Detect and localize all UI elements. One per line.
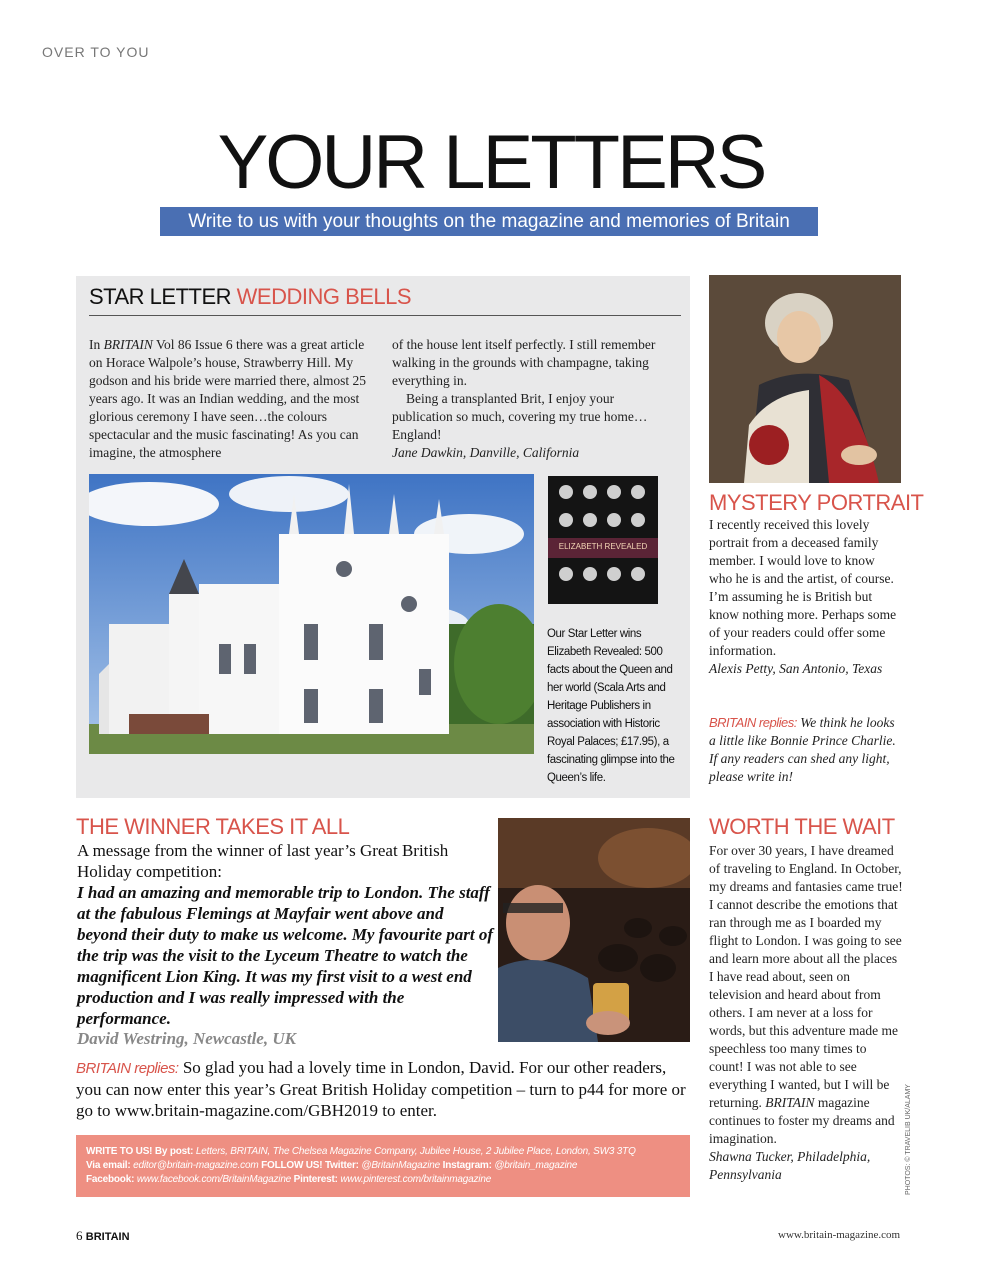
star-letter-column-1: In BRITAIN Vol 86 Issue 6 there was a great article on Horace Walpole’s house, Strawberry Hill. My godson and his bride were married there, almost 25 years ago. It was an Indian wedding, and the most glorious ceremony I have seen…the colours spectacular and the music fascinating! As you can imagine, the atmosphere: [89, 337, 367, 460]
winner-theatre-photo: [498, 818, 690, 1042]
facebook-link[interactable]: www.facebook.com/BritainMagazine: [136, 1174, 292, 1185]
heading-divider: [89, 315, 681, 316]
postal-address: Letters, BRITAIN, The Chelsea Magazine Company, Jubilee House, 2 Jubilee Place, London, SW3 3TQ: [195, 1146, 636, 1157]
winner-reply: BRITAIN replies: So glad you had a lovely time in London, David. For our other readers, you can now enter this year’s Great British Holiday competition – turn to p44 for more or go to www.britain-magazine.com/GBH2019 to enter.: [76, 1058, 686, 1120]
winner-intro: A message from the winner of last year’s Great British Holiday competition:: [77, 841, 449, 881]
worth-the-wait-heading: WORTH THE WAIT: [709, 814, 895, 839]
mystery-portrait-heading: MYSTERY PORTRAIT: [709, 490, 924, 515]
star-letter-title: WEDDING BELLS: [236, 284, 412, 309]
book-title: ELIZABETH REVEALED: [558, 542, 648, 551]
portrait-painting: [709, 275, 901, 483]
worth-the-wait-body: For over 30 years, I have dreamed of traveling to England. In October, my dreams and fantasies came true! I cannot describe the emotions that ran through me as I boarded my flight to London. I was going to see and learn more about all the places I have read about, seen on television and heard about from others. I am never at a loss for words, but this adventure made me speechless too many times to count! I was not able to see everything I wanted, but I will be returning. BRITAIN magazine continues to foster my dreams and imagination. Shawna Tucker, Philadelphia, Pennsylvania: [709, 843, 903, 1182]
star-letter-prize-caption: Our Star Letter wins Elizabeth Revealed: 500 facts about the Queen and her world (Scala Arts and Heritage Publishers in association with Historic Royal Palaces; £17.95), a fascinating glimpse into the Queen’s life.: [547, 628, 675, 784]
worth-the-wait-signature: Shawna Tucker, Philadelphia, Pennsylvania: [709, 1149, 871, 1182]
strawberry-hill-photo: [89, 474, 534, 754]
email-link[interactable]: editor@britain-magazine.com: [133, 1160, 259, 1171]
footer-brand: BRITAIN: [85, 1231, 130, 1243]
pinterest-link[interactable]: www.pinterest.com/britainmagazine: [340, 1174, 492, 1185]
subtitle-banner: Write to us with your thoughts on the magazine and memories of Britain: [160, 207, 818, 236]
mystery-portrait-image: [709, 275, 901, 483]
write-to-us-panel: WRITE TO US! By post: Letters, BRITAIN, The Chelsea Magazine Company, Jubilee House, 2 Jubilee Place, London, SW3 3TQ Via email: editor@britain-magazine.com FOLLOW US! Twitter: @BritainMagazine Instagram: @britain_magazine Facebook: www.facebook.com/BritainMagazine Pinterest: www.pinterest.com/britainmagazine: [76, 1135, 690, 1197]
winner-quote: I had an amazing and memorable trip to London. The staff at the fabulous Flemings at Mayfair went above and beyond their duty to make us welcome. My favourite part of the trip was the visit to the Lyceum Theatre to watch the magnificent Lion King. It was my first visit to a west end production and I was really impressed with the performance.: [77, 883, 493, 1028]
star-letter-column-2: of the house lent itself perfectly. I still remember walking in the grounds with champagne, taking everything in. Being a transplanted Brit, I enjoy your publication so much, covering my true home…England! Jane Dawkin, Danville, California: [392, 336, 677, 462]
star-letter-label: STAR LETTER: [89, 284, 232, 309]
twitter-link[interactable]: @BritainMagazine: [361, 1160, 441, 1171]
theatre-scene: [498, 818, 690, 1042]
book-cover-art: [548, 476, 658, 604]
reply-label: BRITAIN replies:: [709, 715, 797, 730]
mystery-portrait-reply: BRITAIN replies: We think he looks a little like Bonnie Prince Charlie. If any readers can shed any light, please write in!: [709, 715, 896, 784]
winner-heading: THE WINNER TAKES IT ALL: [76, 814, 350, 839]
page-title: YOUR LETTERS: [217, 120, 765, 205]
instagram-link[interactable]: @britain_magazine: [494, 1160, 578, 1171]
house-illustration: [89, 474, 534, 754]
star-letter-heading: [89, 284, 411, 310]
footer-url[interactable]: www.britain-magazine.com: [778, 1229, 901, 1241]
winner-signature: David Westring, Newcastle, UK: [77, 1029, 296, 1048]
book-cover: [548, 476, 658, 604]
reply-label: BRITAIN replies:: [76, 1060, 179, 1077]
star-letter-signature: Jane Dawkin, Danville, California: [392, 445, 580, 460]
section-label: OVER TO YOU: [42, 44, 150, 60]
footer-page-number: 6 BRITAIN: [76, 1228, 130, 1243]
mystery-portrait-signature: Alexis Petty, San Antonio, Texas: [709, 661, 883, 676]
photo-credit: PHOTOS: © TRAVELIB UK/ALAMY: [905, 1084, 912, 1195]
mystery-portrait-body: I recently received this lovely portrait from a deceased family member. I would love to know who he is and the artist, of course. I’m assuming he is British but know nothing more. Perhaps some of your readers could offer some information. Alexis Petty, San Antonio, Texas: [709, 516, 901, 678]
